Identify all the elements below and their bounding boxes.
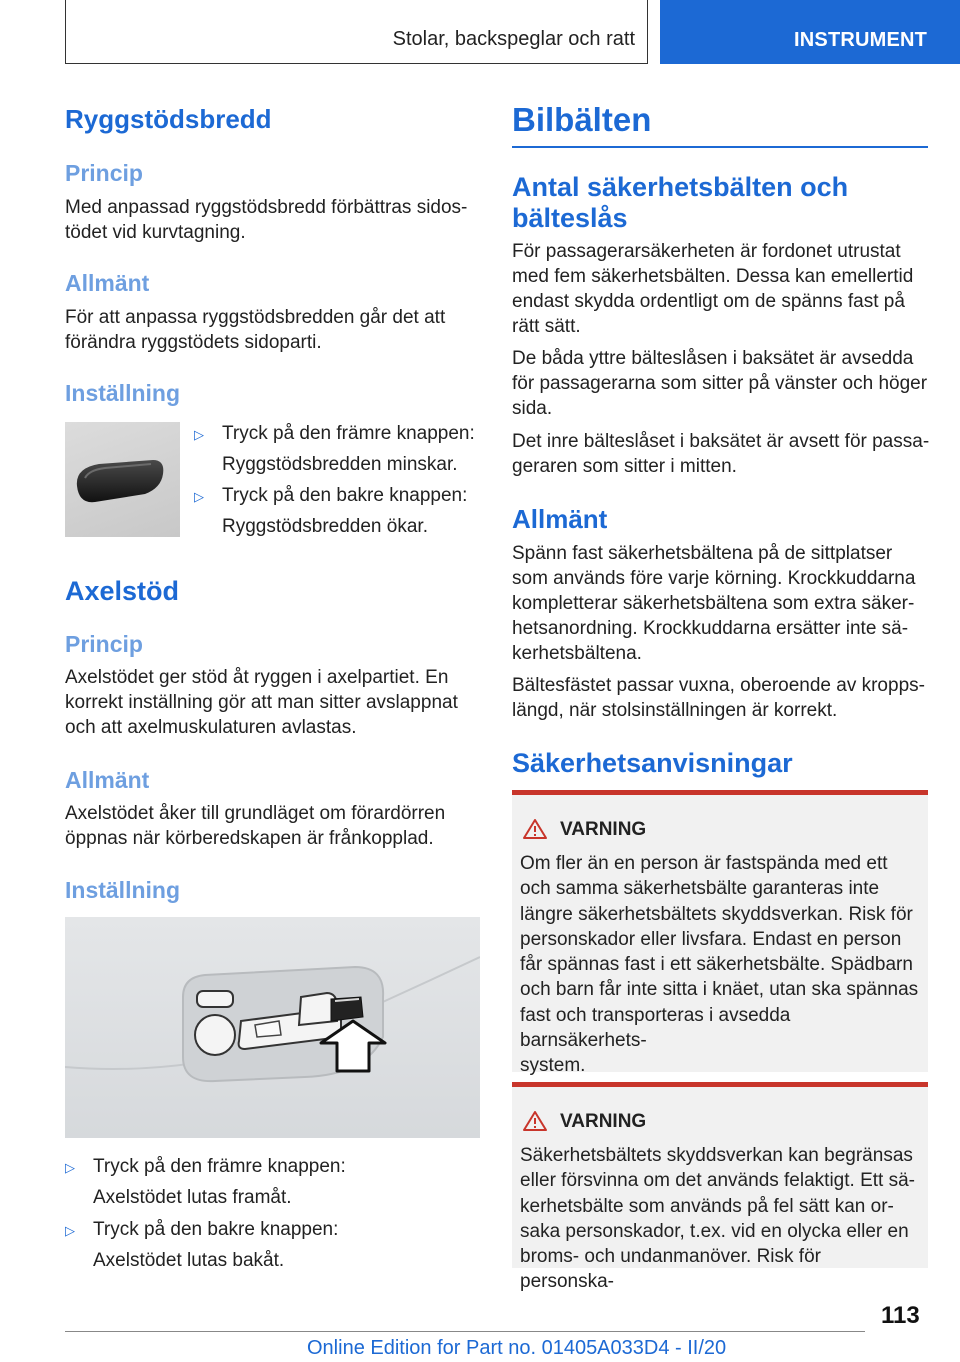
backrest-width-button-image (65, 422, 180, 537)
allmant-paragraph-2: Bältesfästet passar vuxna, oberoende av kropps- längd, när stolsinställningen är korrekt. (512, 675, 925, 721)
bullet-triangle-icon: ▷ (65, 1223, 75, 1238)
warning-box-1 (512, 790, 928, 1077)
footer-rule (65, 1331, 865, 1332)
axelstod-princip-text: Axelstödet ger stöd åt ryggen i axelpartiet. En korrekt inställning gör att man sitter avslappnat och att axelmuskulaturen avlastas. (65, 667, 458, 738)
antal-paragraph-1: För passagerarsäkerheten är fordonet utrustat med fem säkerhetsbälten. Dessa kan emellertid endast skydda ordentligt om de spänns fast på rätt sätt. (512, 241, 914, 337)
header-chapter-tab (660, 0, 960, 64)
warning-triangle-icon (522, 818, 548, 840)
ryggstod-bullet-2-result: Ryggstödsbredden ökar. (222, 516, 428, 537)
axelstod-installning-title: Inställning (65, 877, 180, 903)
warning-text: Säkerhetsbältets skyddsverkan kan begränsas eller försvinna om det används felaktigt. Ett sä- kerhetsbälte som används på fel sätt kan or- saka personskador, t.ex. vid en olycka eller en broms- och undanmanöver. Risk för personska- (520, 1145, 915, 1293)
warning-triangle-icon (522, 1110, 548, 1132)
axelstod-allmant-title: Allmänt (65, 767, 150, 793)
antal-paragraph-3: Det inre bälteslåset i baksätet är avsett för passa- geraren som sitter i mitten. (512, 431, 930, 477)
antal-paragraph-2: De båda yttre bälteslåsen i baksätet är avsedda för passagerarna som sitter på vänster och höger sida. (512, 348, 928, 419)
ryggstod-bullet-1-result: Ryggstödsbredden minskar. (222, 454, 458, 475)
bullet-triangle-icon: ▷ (194, 427, 204, 442)
bilbalten-title: Bilbälten (512, 101, 652, 138)
warning-text: Om fler än en person är fastspända med ett och samma säkerhetsbälte garanteras inte längre säkerhetsbältets skyddsverkan. Risk för personskador eller livsfara. Endast en person får spännas fast i ett säkerhetsbälte. Spädbarn och barn får inte sitta i knäet, utan ska spännas fast och transporteras i avsedda barnsäkerhets- system. (520, 853, 919, 1077)
ryggstod-allmant-title: Allmänt (65, 270, 150, 296)
axelstod-bullet-1-result: Axelstödet lutas framåt. (93, 1187, 292, 1208)
ryggstod-allmant-text: För att anpassa ryggstödsbredden går det att förändra ryggstödets sidoparti. (65, 307, 446, 353)
axelstod-title: Axelstöd (65, 576, 180, 606)
header-section-box (65, 0, 648, 64)
ryggstod-installning-title: Inställning (65, 380, 180, 406)
bullet-triangle-icon: ▷ (194, 489, 204, 504)
ryggstod-princip-text: Med anpassad ryggstödsbredd förbättras sidos- tödet vid kurvtagning. (65, 197, 468, 243)
header-section-title: Stolar, backspeglar och ratt (392, 28, 635, 50)
warning-label: VARNING (560, 819, 647, 840)
bullet-triangle-icon: ▷ (65, 1160, 75, 1175)
antal-title: Antal säkerhetsbälten och bälteslås (512, 172, 849, 233)
allmant-title: Allmänt (512, 504, 608, 534)
anvisningar-title: Säkerhetsanvisningar (512, 748, 793, 778)
ryggstod-title: Ryggstödsbredd (65, 104, 272, 134)
seat-controls-illustration (65, 917, 480, 1138)
header-chapter-label: INSTRUMENT (794, 29, 928, 51)
warning-box-2 (512, 1082, 928, 1293)
axelstod-bullet-2-result: Axelstödet lutas bakåt. (93, 1250, 285, 1271)
allmant-paragraph-1: Spänn fast säkerhetsbältena på de sittplatser som används före varje körning. Krockkuddarna kompletterar säkerhetsbältena som extra säker- hetsanordning. Krockkuddarna ersätter inte sä- kerhetsbältena. (512, 543, 916, 664)
seat-button-icon (65, 422, 180, 537)
axelstod-allmant-text: Axelstödet åker till grundläget om förardörren öppnas när körberedskapen är frånkopplad. (65, 803, 446, 849)
ryggstod-princip-title: Princip (65, 160, 143, 186)
title-rule (512, 146, 928, 148)
page-number: 113 (881, 1302, 920, 1329)
axelstod-princip-title: Princip (65, 631, 143, 657)
warning-label: VARNING (560, 1111, 647, 1132)
seat-controls-image (65, 917, 480, 1138)
footer-edition: Online Edition for Part no. 01405A033D4 - II/20 (307, 1337, 727, 1359)
